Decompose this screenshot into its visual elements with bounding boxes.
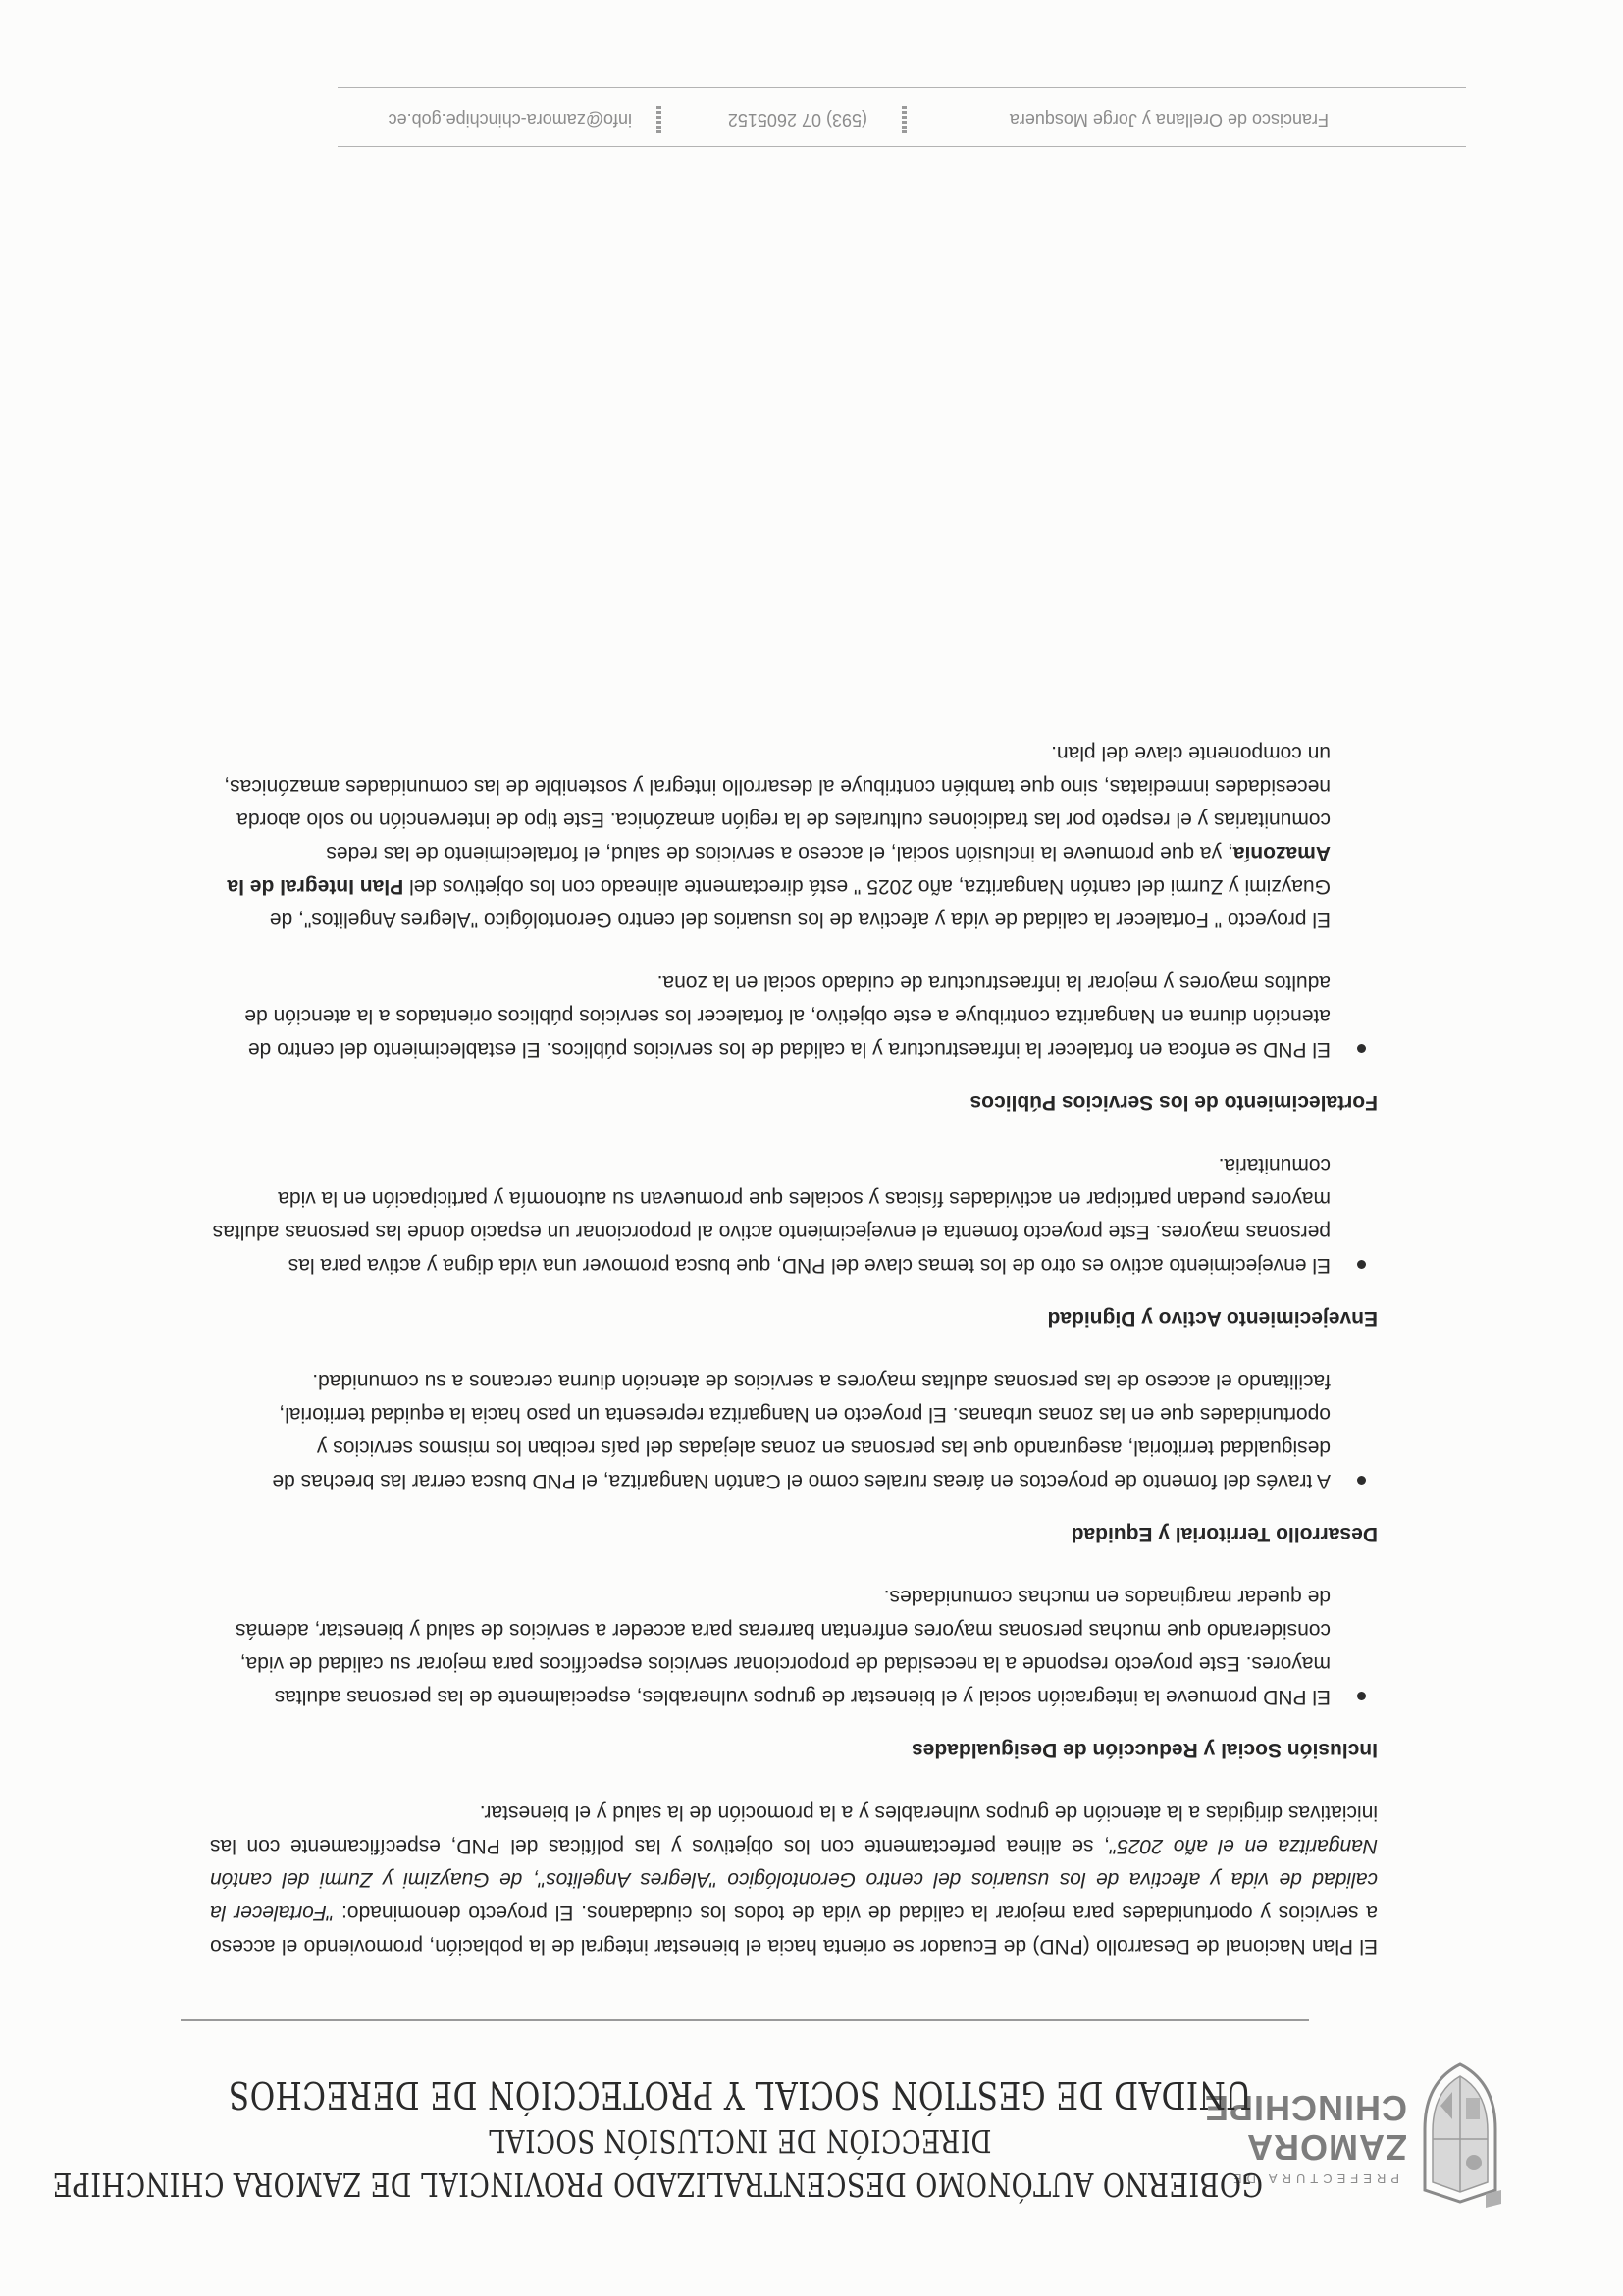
bullet-dot-icon	[1357, 1476, 1366, 1485]
footer-top-rule	[338, 146, 1466, 147]
closing-plan-name: Plan Integral de la Amazonía	[227, 842, 1331, 898]
footer-separator	[656, 104, 661, 133]
header-divider	[181, 2019, 1309, 2021]
section-heading-aging: Envejecimiento Activo y Dignidad	[1047, 1307, 1378, 1330]
footer-bottom-rule	[338, 87, 1466, 88]
unit-title: UNIDAD DE GESTIÓN SOCIAL Y PROTECCIÓN DE DERECHOS	[228, 2073, 1252, 2116]
logo-name-line1: ZAMORA	[1246, 2127, 1407, 2167]
footer-email: info@zamora-chinchipe.gob.ec	[388, 110, 632, 130]
bullet-text: El PND promueve la integración social y el bienestar de grupos vulnerables, especialmente de las personas adultas mayores. Este proyecto responde a la necesidad de proporcionar servicios específicos para mejorar su calidad de vida, considerando que muchas personas mayores enfrentan barreras para acceder a servicios de salud y bienestar, además de quedar marginados en muchas comunidades.	[236, 1586, 1331, 1708]
bullet-item-public-services	[210, 965, 1378, 1066]
intro-text-part1: El Plan Nacional de Desarrollo (PND) de Ecuador se orienta hacia el bienestar integral de la población, promoviendo el acceso a servicios y oportunidades para mejorar la calidad de vida de todos los ciudadanos. El proyecto denominado:	[210, 1902, 1378, 1957]
bullet-dot-icon	[1357, 1260, 1366, 1269]
bullet-dot-icon	[1357, 1692, 1366, 1700]
coat-of-arms-icon	[1415, 2061, 1505, 2208]
letterhead	[52, 2011, 1505, 2208]
page-footer	[338, 88, 1466, 147]
closing-paragraph	[210, 736, 1331, 936]
section-heading-territorial: Desarrollo Territorial y Equidad	[1071, 1523, 1378, 1545]
bullet-text: El PND se enfoca en fortalecer la infraestructura y la calidad de los servicios públicos. El establecimiento del centro de atención diurna en Nangaritza contribuye a este objetivo, al fortalecer los servicios públicos orientados a la atención de adultos mayores y mejorar la infraestructura de cuidado social en la zona.	[244, 971, 1331, 1061]
intro-project-name: "Fortalecer la calidad de vida y afectiva de los usuarios del centro Gerontológico "Alegres Angelitos", de Guayzimi y Zurmi del cantón Nangaritza en el año 2025"	[210, 1835, 1378, 1924]
bullet-text: A través del fomento de proyectos en áreas rurales como el Cantón Nangaritza, el PND busca cerrar las brechas de desigualdad territorial, asegurando que las personas en zonas alejadas del país reciban los mismos servicios y oportunidades que en las zonas urbanas. El proyecto en Nangaritza representa un paso hacia la equidad territorial, facilitando el acceso de las personas adultas mayores a servicios de atención diurna cercanos a su comunidad.	[272, 1370, 1331, 1492]
closing-text-part1: El proyecto " Fortalecer la calidad de vida y afectiva de los usuarios del centro Gerontológico "Alegres Angelitos", de Guayzimi y Zurmi del cantón Nangaritza, año 2025 " está directamente alineado con los objetivos del	[269, 875, 1331, 931]
bullet-dot-icon	[1357, 1044, 1366, 1053]
logo-name-line2: CHINCHIPE	[1203, 2088, 1407, 2128]
intro-text-part2: , se alinea perfectamente con los objetivos y las políticas del PND, específicamente con las iniciativas dirigidas a la atención de grupos vulnerables y a la promoción de la salud y el bienestar.	[210, 1801, 1378, 1857]
bullet-item-inclusion	[210, 1580, 1378, 1713]
section-heading-public-services: Fortalecimiento de los Servicios Públicos	[969, 1091, 1378, 1114]
directorate-title: DIRECCIÓN DE INCLUSIÓN SOCIAL	[488, 2122, 992, 2160]
bullet-item-territorial	[210, 1364, 1378, 1497]
intro-paragraph	[210, 1796, 1378, 1962]
footer-separator	[902, 104, 907, 133]
bullet-text: El envejecimiento activo es otro de los temas clave del PND, que busca promover una vida digna y activa para las personas mayores. Este proyecto fomenta el envejecimiento activo al proporcionar un espacio donde las personas adultas mayores puedan participar en actividades físicas y sociales que promuevan su autonomía y participación en la vida comunitaria.	[212, 1154, 1331, 1277]
logo-prefix-text: PREFECTURA DE	[1228, 2171, 1399, 2186]
section-heading-inclusion: Inclusión Social y Reducción de Desigualdades	[912, 1739, 1378, 1761]
footer-phone: (593) 07 2605152	[727, 110, 867, 130]
document-body	[210, 736, 1378, 1962]
letterhead-titles	[52, 2073, 1378, 2208]
institution-title: GOBIERNO AUTÓNOMO DESCENTRALIZADO PROVINCIAL DE ZAMORA CHINCHIPE	[52, 2166, 1263, 2204]
footer-address: Francisco de Orellana y Jorge Mosquera	[1009, 110, 1329, 130]
bullet-item-aging	[210, 1148, 1378, 1281]
closing-text-part2: , ya que promueve la inclusión social, el acceso a servicios de salud, el fortalecimiento de las redes comunitarias y el respeto por las tradiciones culturales de la región amazónica. Este tipo de intervención no solo aborda necesidades inmediatas, sino que también contribuye al desarrollo integral y sostenible de las comunidades amazónicas, un componente clave del plan.	[224, 742, 1331, 864]
